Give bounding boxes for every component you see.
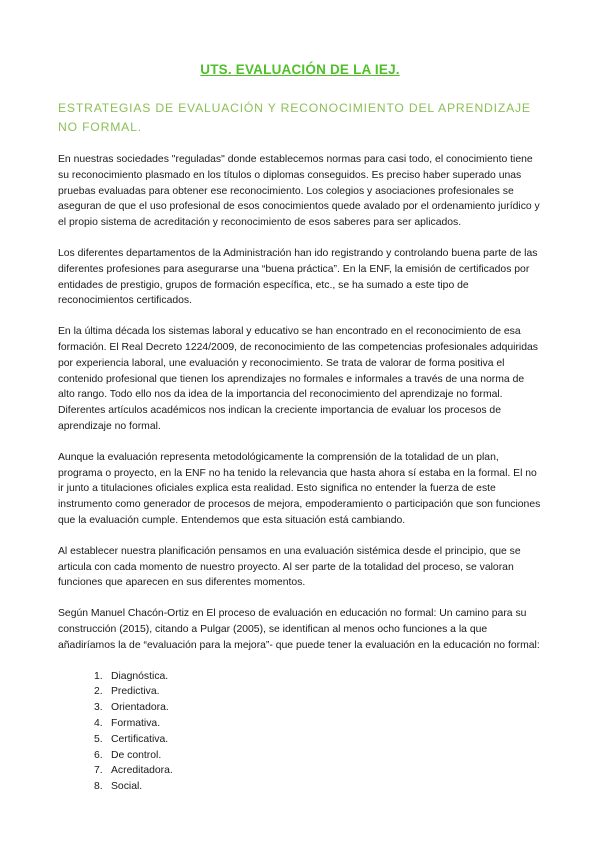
list-item-text: Social. xyxy=(111,781,143,793)
list-item xyxy=(94,748,542,764)
list-item xyxy=(94,763,542,779)
paragraph-1: En nuestras sociedades "reguladas" donde establecemos normas para casi todo, el conocimiento tiene su reconocimiento plasmado en los títulos o diplomas conseguidos. Es preciso haber superado unas pruebas evaluadas para obtener ese reconocimiento. Los colegios y asociaciones profesionales se aseguran de que el uso profesional de esos conocimientos quede avalado por el ordenamiento jurídico y el propio sistema de acreditación y reconocimiento de esos saberes para ser aplicados. xyxy=(58,154,540,229)
list-item xyxy=(94,779,542,795)
list-item xyxy=(94,700,542,716)
list-item-number: 1. xyxy=(94,670,103,682)
list-item-text: Predictiva. xyxy=(111,686,160,698)
paragraph-5: Al establecer nuestra planificación pensamos en una evaluación sistémica desde el principio, que se articula con cada momento de nuestro proyecto. Al ser parte de la totalidad del proceso, se valoran funciones que aparecen en sus diferentes momentos. xyxy=(58,545,521,589)
list-item xyxy=(94,716,542,732)
list-item-number: 2. xyxy=(94,686,103,698)
paragraph-6: Según Manuel Chacón-Ortiz en El proceso de evaluación en educación no formal: Un camino para su construcción (2015), citando a Pulgar (2005), se identifican al menos ocho funciones a la que añadiríamos la de “evaluación para la mejora”- que puede tener la evaluación en la educación no formal: xyxy=(58,608,540,651)
list-item-number: 3. xyxy=(94,702,103,714)
list-item-text: Acreditadora. xyxy=(111,765,173,777)
paragraph-3: En la última década los sistemas laboral y educativo se han encontrado en el reconocimiento de esa formación. El Real Decreto 1224/2009, de reconocimiento de las competencias profesionales adquiridas por experiencia laboral, une evaluación y reconocimiento. Se trata de valorar de forma positiva el contenido profesional que tienen los aprendizajes no formales e informales a través de una norma de alto rango. Todo ello nos da idea de la importancia del reconocimiento del aprendizaje no formal. Diferentes artículos académicos nos indican la creciente importancia de evaluar los procesos de aprendizaje no formal. xyxy=(58,326,538,432)
list-item-text: Orientadora. xyxy=(111,702,169,714)
list-item-number: 7. xyxy=(94,765,103,777)
list-item xyxy=(94,732,542,748)
list-item-number: 8. xyxy=(94,781,103,793)
paragraph-4: Aunque la evaluación representa metodológicamente la comprensión de la totalidad de un plan, programa o proyecto, en la ENF no ha tenido la relevancia que hasta ahora sí estaba en la formal. El no ir junto a titulaciones oficiales explica esta realidad. Esto significa no entender la fuerza de este instrumento como generador de procesos de mejora, empoderamiento o participación que son funciones que la evaluación cumple. Entendemos que esta situación está cambiando. xyxy=(58,451,541,526)
list-item-text: Diagnóstica. xyxy=(111,670,169,682)
list-item-text: De control. xyxy=(111,749,162,761)
functions-list xyxy=(58,669,542,795)
list-item xyxy=(94,684,542,700)
section-heading: ESTRATEGIAS DE EVALUACIÓN Y RECONOCIMIENTO DEL APRENDIZAJE NO FORMAL. xyxy=(58,101,531,134)
list-item xyxy=(94,669,542,685)
list-item-number: 6. xyxy=(94,749,103,761)
paragraph-2: Los diferentes departamentos de la Administración han ido registrando y controlando buena parte de las diferentes profesiones para asegurarse una “buena práctica”. En la ENF, la emisión de certificados por entidades de prestigio, grupos de formación específica, etc., se ha sumado a este tipo de reconocimientos certificados. xyxy=(58,247,538,307)
list-item-text: Formativa. xyxy=(111,717,161,729)
list-item-text: Certificativa. xyxy=(111,733,169,745)
document-title: UTS. EVALUACIÓN DE LA IEJ. xyxy=(200,62,400,77)
list-item-number: 4. xyxy=(94,717,103,729)
list-item-number: 5. xyxy=(94,733,103,745)
